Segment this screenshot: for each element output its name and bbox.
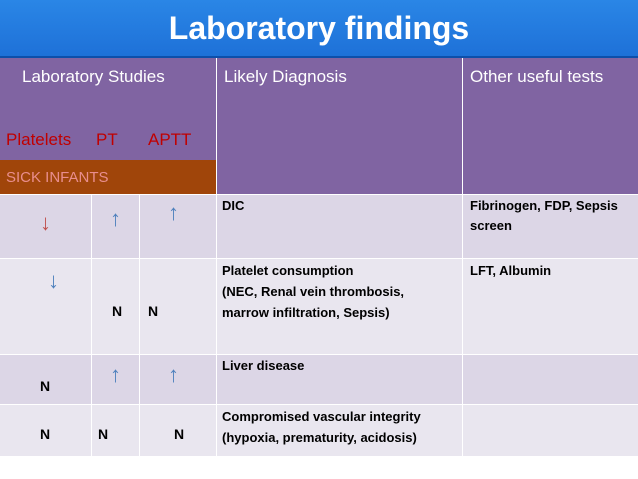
- row4-aptt: N: [174, 426, 185, 442]
- row3-aptt: ↑: [168, 362, 179, 387]
- row1-other: Fibrinogen, FDP, Sepsis screen: [470, 198, 618, 233]
- subheader-pt: PT: [96, 130, 118, 149]
- header-other-cell: [462, 58, 638, 194]
- table-row: [0, 258, 638, 354]
- sick-infants-label: SICK INFANTS: [6, 169, 109, 186]
- row2-platelets: ↓: [48, 268, 59, 293]
- page-title: Laboratory findings: [168, 9, 470, 46]
- grid-line: [216, 58, 217, 456]
- row4-diagnosis-line2: (hypoxia, prematurity, acidosis): [222, 430, 417, 445]
- table-row: [0, 404, 638, 456]
- findings-table: [0, 58, 638, 479]
- row3-diagnosis: Liver disease: [222, 358, 305, 373]
- grid-line: [0, 194, 638, 195]
- table-row: [0, 354, 638, 404]
- grid-line: [0, 258, 638, 259]
- subheader-aptt: APTT: [148, 130, 192, 149]
- row2-diagnosis-line2: (NEC, Renal vein thrombosis,: [222, 284, 405, 299]
- row4-pt: N: [98, 426, 109, 442]
- header-likely-diagnosis: Likely Diagnosis: [224, 67, 347, 86]
- row1-platelets: ↓: [40, 210, 51, 235]
- row2-other: LFT, Albumin: [470, 263, 552, 278]
- row2-diagnosis-line1: Platelet consumption: [222, 263, 354, 278]
- grid-line: [462, 58, 463, 456]
- header-lab-studies-cell: [0, 58, 216, 120]
- header-lab-studies: Laboratory Studies: [22, 67, 165, 86]
- grid-line: [139, 194, 140, 456]
- grid-line: [0, 354, 638, 355]
- row2-aptt: N: [148, 303, 159, 319]
- grid-line: [0, 404, 638, 405]
- subheader-row: [0, 120, 216, 160]
- row4-diagnosis-line1: Compromised vascular integrity: [222, 409, 421, 424]
- title-bar: [0, 0, 638, 58]
- row4-platelets: N: [40, 426, 51, 442]
- header-diagnosis-cell: [216, 58, 462, 194]
- sick-infants-band: [0, 160, 216, 194]
- grid-line: [91, 194, 92, 456]
- row3-pt: ↑: [110, 362, 121, 387]
- row3-platelets: N: [40, 378, 51, 394]
- row2-diagnosis-line3: marrow infiltration, Sepsis): [222, 305, 390, 320]
- table-row: [0, 194, 638, 258]
- row1-pt: ↑: [110, 206, 121, 231]
- row1-diagnosis: DIC: [222, 198, 245, 213]
- row2-pt: N: [112, 303, 123, 319]
- subheader-platelets: Platelets: [6, 130, 72, 149]
- header-other-tests: Other useful tests: [470, 67, 604, 86]
- row1-aptt: ↑: [168, 200, 179, 225]
